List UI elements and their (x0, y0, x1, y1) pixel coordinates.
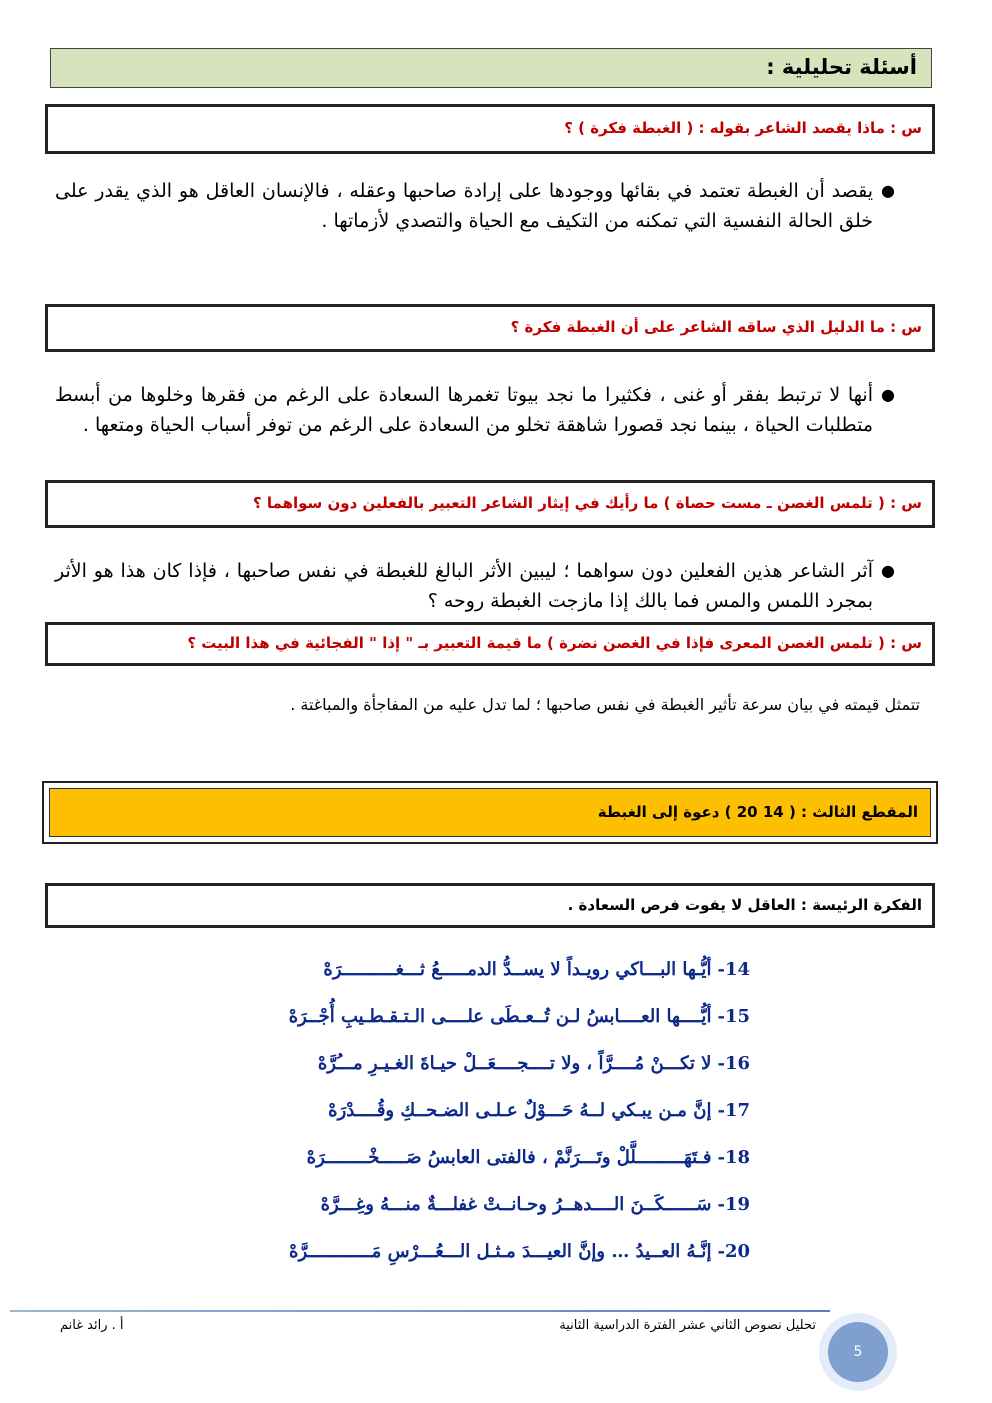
answer-1 (55, 176, 895, 236)
bullet-icon: ● (881, 181, 895, 200)
verse-text: فـتَهَـــــــــلَّلْ وتَـــرَنَّمْ ، فالفتى العابسُ صَـــــخْــــــــرَهْ (306, 1147, 712, 1168)
verse-16 (150, 1044, 750, 1091)
answer-3-text: آثر الشاعر هذين الفعلين دون سواهما ؛ ليبين الأثر البالغ للغبطة في نفس صاحبها ، فإذا كان هذا هو الأثر بمجرد اللمس والمس فما بالك إذا مازجت الغبطة روحه ؟ (55, 560, 873, 612)
verse-text: أيُّــــها العــــابسُ لـن تُــعـطَى علــــى الـتـقـطـيبِ أُجْــرَهْ (288, 1006, 712, 1027)
verses-list (150, 950, 750, 1279)
verse-19 (150, 1185, 750, 1232)
answer-2 (55, 380, 895, 440)
question-box-3 (45, 480, 935, 528)
answer-2-text: أنها لا ترتبط بفقر أو غنى ، فكثيرا ما نجد بيوتا تغمرها السعادة على الرغم من فقرها وخلوها من أبسط متطلبات الحياة ، بينما نجد قصورا شاهقة تخلو من السعادة على الرغم من توفر أسباب الحياة ومتعها . (55, 384, 873, 436)
verse-text: أيُّـها البـــاكي رويـداً لا يســدُّ الدمـــــعُ ثـــغــــــــــرَهْ (323, 959, 712, 980)
answer-1-text: يقصد أن الغبطة تعتمد في بقائها ووجودها على إرادة صاحبها وعقله ، فالإنسان العاقل هو الذي يقدر على خلق الحالة النفسية التي تمكنه من التكيف مع الحياة والتصدي لأزماتها . (55, 180, 873, 232)
answer-3 (55, 556, 895, 616)
verse-20 (150, 1232, 750, 1279)
verse-14 (150, 950, 750, 997)
verse-number: 17- (717, 1100, 750, 1121)
footer-title: تحليل نصوص الثاني عشر الفترة الدراسية الثانية (559, 1318, 816, 1333)
bullet-icon: ● (881, 561, 895, 580)
verse-text: لا تكـــنْ مُــــرَّاً ، ولا تــــجــــعَــلْ حيـاةَ الغـيـرِ مـــُرَّهْ (317, 1053, 712, 1074)
section-label-end: 20 ) دعوة إلى الغبطة (597, 803, 758, 821)
question-box-1 (45, 104, 935, 154)
section-label: المقطع الثالث : ( 14 (757, 803, 918, 821)
question-box-2 (45, 304, 935, 352)
verse-number: 14- (717, 959, 750, 980)
answer-4-text: تتمثل قيمته في بيان سرعة تأثير الغبطة في نفس صاحبها ؛ لما تدل عليه من المفاجأة والمباغتة . (290, 695, 920, 714)
page-title-text: أسئلة تحليلية : (766, 55, 917, 79)
section-header (42, 781, 938, 844)
footer-divider (10, 1310, 830, 1312)
verse-text: إنَّ مـن يبـكي لــهُ حَـــوْلٌ عـلـى الضـحــكِ وقُــــدْرَهْ (328, 1100, 712, 1121)
question-3-text: س : ( تلمس الغصن ـ مست حصاة ) ما رأيك في إيثار الشاعر التعبير بالفعلين دون سواهما ؟ (252, 494, 922, 512)
main-idea-box (45, 883, 935, 928)
verse-number: 20- (717, 1241, 750, 1262)
question-4-text: س : ( تلمس الغصن المعرى فإذا في الغصن نضرة ) ما قيمة التعبير بـ " إذا " الفجائية في هذا البيت ؟ (187, 634, 922, 652)
verse-number: 19- (717, 1194, 750, 1215)
page-title (50, 48, 932, 88)
main-idea-text: الفكرة الرئيسة : العاقل لا يفوت فرص السعادة . (567, 896, 922, 914)
question-1-text: س : ماذا يقصد الشاعر بقوله : ( الغبطة فكرة ) ؟ (564, 119, 922, 137)
verse-text: سَــــــكَــنَ الــــدهــرُ وحـانــتْ غفلـــةٌ منـــهُ وغِـــرَّهْ (320, 1194, 712, 1215)
verse-number: 18- (717, 1147, 750, 1168)
verse-15 (150, 997, 750, 1044)
verse-number: 16- (717, 1053, 750, 1074)
verse-text: إنَّـهُ العــيدُ … وإنَّ العيـــدَ مـثـل الـــعُـــرْسِ مَــــــــــــرَّهْ (289, 1241, 712, 1262)
verse-number: 15- (717, 1006, 750, 1027)
question-box-4 (45, 622, 935, 666)
answer-4 (100, 692, 920, 718)
bullet-icon: ● (881, 385, 895, 404)
question-2-text: س : ما الدليل الذي ساقه الشاعر على أن الغبطة فكرة ؟ (510, 318, 922, 336)
section-header-inner (49, 788, 931, 837)
page-number: 5 (828, 1322, 888, 1382)
verse-17 (150, 1091, 750, 1138)
verse-18 (150, 1138, 750, 1185)
footer-author: أ . رائد غانم (60, 1318, 124, 1333)
